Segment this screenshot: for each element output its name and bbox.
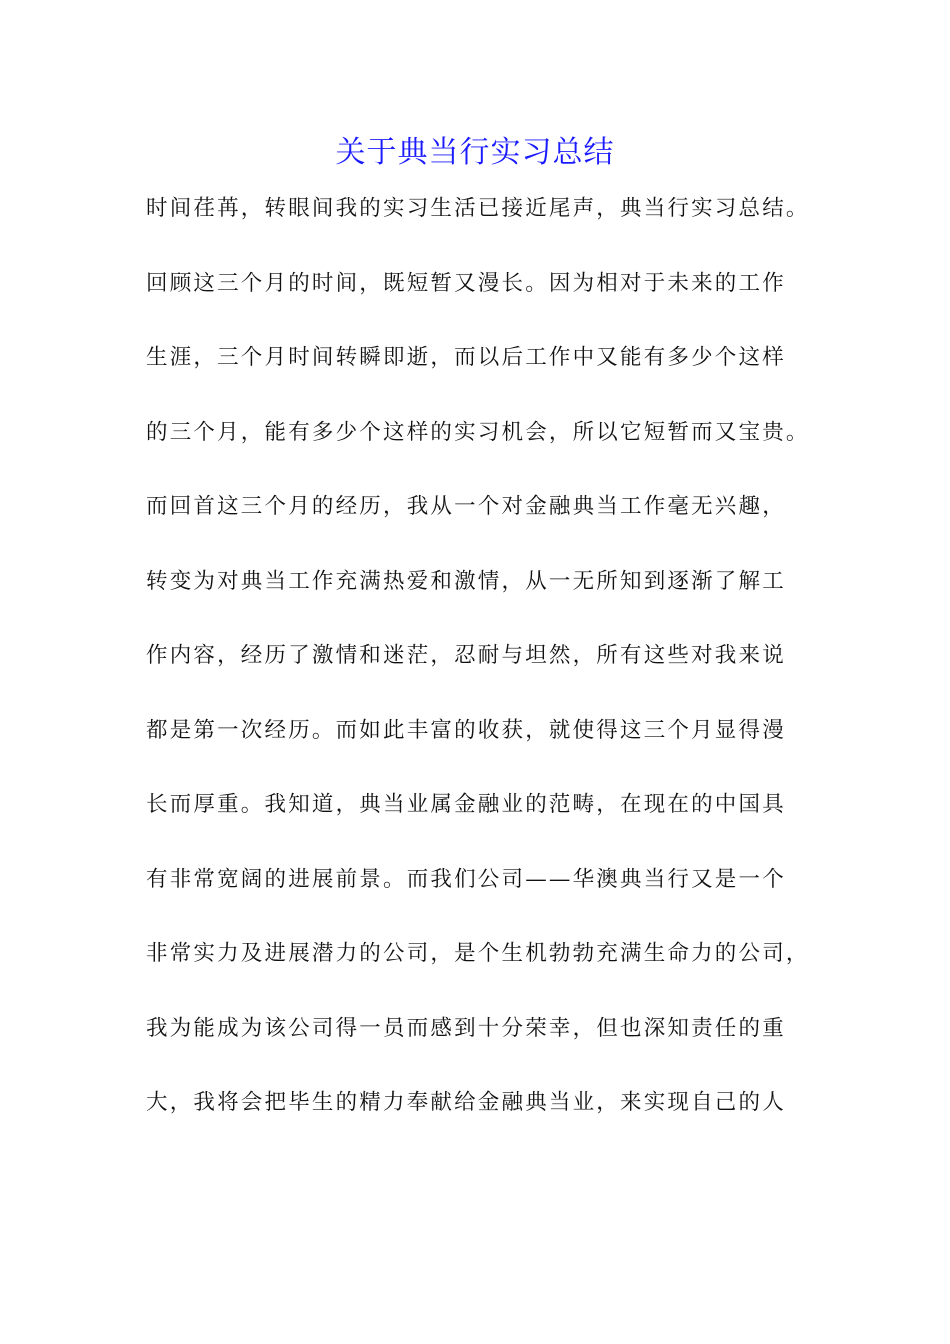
paragraph-line: 我为能成为该公司得一员而感到十分荣幸，但也深知责任的重	[146, 1015, 786, 1041]
paragraph-line: 转变为对典当工作充满热爱和激情，从一无所知到逐渐了解工	[146, 568, 786, 594]
paragraph-line: 回顾这三个月的时间，既短暂又漫长。因为相对于未来的工作	[146, 270, 786, 296]
paragraph-line: 作内容，经历了激情和迷茫，忍耐与坦然，所有这些对我来说	[146, 643, 786, 668]
paragraph-line: 长而厚重。我知道，典当业属金融业的范畴，在现在的中国具	[146, 792, 786, 817]
paragraph-line: 大，我将会把毕生的精力奉献给金融典当业，来实现自己的人	[146, 1090, 786, 1115]
document-body	[146, 134, 846, 1141]
document-title: 关于典当行实习总结	[335, 135, 615, 170]
paragraph-line: 非常实力及进展潜力的公司，是个生机勃勃充满生命力的公司，	[146, 941, 810, 966]
paragraph-line: 有非常宽阔的进展前景。而我们公司——华澳典当行又是一个	[146, 866, 786, 892]
paragraph-line: 的三个月，能有多少个这样的实习机会，所以它短暂而又宝贵。	[146, 419, 810, 445]
paragraph-line: 生涯，三个月时间转瞬即逝，而以后工作中又能有多少个这样	[146, 345, 786, 370]
paragraph-line: 时间荏苒，转眼间我的实习生活已接近尾声，典当行实习总结。	[146, 196, 810, 221]
paragraph-line: 而回首这三个月的经历，我从一个对金融典当工作毫无兴趣，	[146, 494, 786, 519]
paragraph-line: 都是第一次经历。而如此丰富的收获，就使得这三个月显得漫	[146, 717, 786, 743]
